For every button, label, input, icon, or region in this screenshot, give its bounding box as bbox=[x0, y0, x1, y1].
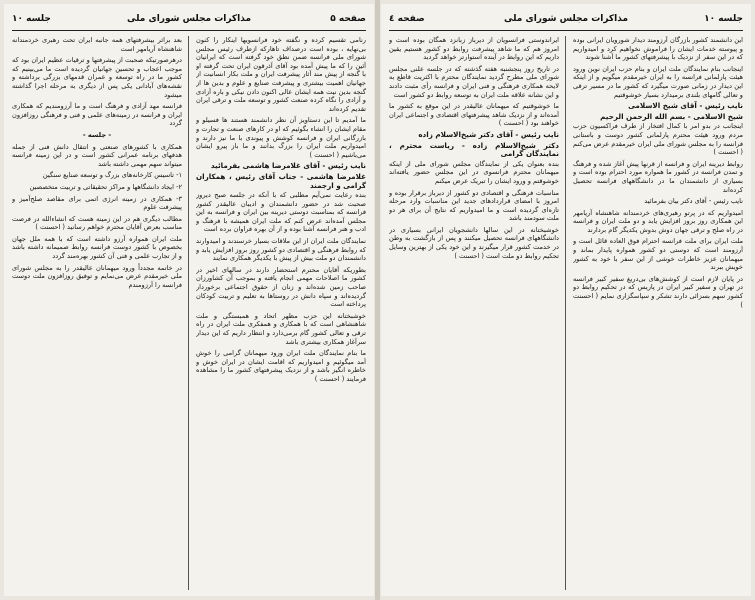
speaker-line: نایب رئیس - آقای دکتر شیخ‌الاسلام زاده bbox=[418, 129, 559, 139]
paragraph: این دانشمند کشور بازرگان آرزومند دیدار شورویان ایرانی بوده و پیوسته خدمات ایشان را فراموش نخواهیم کرد و امیدواریم که در این سفر از نزدیک با پیشرفتهای کشور ما آشنا شوند bbox=[573, 36, 743, 62]
speaker-line: غلامرضا هاشمی - جناب آقای رئیس ، همکاران گرامی و ارجمند bbox=[196, 171, 366, 190]
paragraph: روابط دیرینه ایران و فرانسه از قرنها پیش آغاز شده و فرهنگ و تمدن فرانسه در کشور ما همواره مورد احترام بوده است و بسیاری از دانشمندان ما در دانشگاههای فرانسه تحصیل کرده‌اند bbox=[573, 159, 743, 194]
paragraph: امیدواریم که در پرتو رهبری‌های خردمندانه شاهنشاه آریامهر این همکاری روز بروز افزایش یابد و دو ملت ایران و فرانسه در راه صلح و ترقی جهان دوش بدوش یکدیگر گام بردارند bbox=[573, 208, 743, 234]
header-rule bbox=[12, 30, 366, 31]
paragraph: همکاری با کشورهای صنعتی و انتقال دانش فنی از جمله هدفهای برنامه عمرانی کشور است و در این زمینه فرانسه میتواند سهم مهمی داشته باشد bbox=[12, 142, 182, 168]
paragraph: ۳- همکاری در زمینه انرژی اتمی برای مقاصد صلح‌آمیز و پیشرفت علوم bbox=[12, 194, 182, 212]
page-title: مذاکرات مجلس شورای ملی bbox=[126, 14, 252, 24]
page-label: صفحه ۵ bbox=[330, 14, 366, 24]
speaker-line: نایب رئیس - آقای شیخ الاسلامی bbox=[628, 101, 743, 111]
text-column-right bbox=[196, 36, 366, 590]
paragraph: فرانسه مهد آزادی و فرهنگ است و ما آرزومندیم که همکاری ایران و فرانسه در زمینه‌های علمی و فنی و فرهنگی روزافزون گردد bbox=[12, 102, 182, 128]
session-label: جلسه ۱۰ bbox=[12, 14, 51, 24]
paragraph: ما خوشوقتیم که میهمانان عالیقدر در این موقع به کشور ما آمده‌اند و از نزدیک شاهد پیشرفتهای اقتصادی و اجتماعی ایران خواهند بود ( احسنت ) bbox=[389, 102, 559, 128]
header-rule bbox=[389, 30, 743, 31]
page-header bbox=[12, 10, 366, 28]
paragraph: ۲- ایجاد دانشگاهها و مراکز تحقیقاتی و تربیت متخصصین bbox=[29, 182, 182, 191]
section-marker: - جلسه - bbox=[82, 130, 112, 139]
page-header bbox=[389, 10, 743, 28]
paragraph: بنده رعایت نمی‌آیم مطلبی که با آنکه در جلسه صبح دیروز صحبت شد در حضور دانشمندان و ادیبان عالیقدر کشور فرانسه که بمناسبت دوستی دیرینه بین ایران و فرانسه به این مجلس آمده‌اند عرض کنم که ملت ایران همیشه با فرهنگ و ادب و هنر فرانسه آشنا بوده و از آن بهره فراوان برده است bbox=[196, 191, 366, 234]
paragraph: نایب رئیس - آقای دکتر بیان بفرمائید bbox=[644, 197, 743, 206]
paragraph: اینجانب در بدو امر با کمال افتخار از طرف فراکسیون حزب مردم ورود هیئت محترم پارلمانی کشور دوست و باستانی فرانسه را به مجلس شورای ملی ایران خیرمقدم عرض می‌کنم ( احسنت ) bbox=[573, 122, 743, 157]
paragraph: در تاریخ روز پنجشنبه هفته گذشته که در جلسه علنی مجلس شورای ملی مطرح گردید نمایندگان محترم با اکثریت قاطع به لایحه همکاری فرهنگی و فنی ایران و فرانسه رأی مثبت دادند و این نشانه علاقه ملت ایران به توسعه روابط دو کشور است bbox=[389, 64, 559, 99]
session-label: جلسه ۱۰ bbox=[704, 14, 743, 24]
column-divider bbox=[188, 36, 189, 590]
paragraph: مناسبات فرهنگی و اقتصادی دو کشور از دیرباز برقرار بوده و امروز با امضای قراردادهای جدید این مناسبات وارد مرحله تازه‌ای گردیده است و ما امیدواریم که نتایج آن برای هر دو ملت سودمند باشد bbox=[389, 188, 559, 223]
text-column-left bbox=[389, 36, 559, 590]
paragraph: اینجانب بنام نمایندگان ملت ایران و بنام حزب ایران نوین ورود هیئت پارلمانی فرانسه را به ایران خیرمقدم میگویم و از اینکه این دیدار در زمانی صورت میگیرد که کشور ما در مسیر ترقی و تعالی گامهای بلندی برمیدارد بسیار خوشوقتیم bbox=[573, 64, 743, 99]
paragraph: بنده بعنوان یکی از نمایندگان مجلس شورای ملی از اینکه میهمانان محترم فرانسوی در این مجلس حضور یافته‌اند خوشوقتم و ورود ایشان را تبریک عرض میکنم bbox=[389, 159, 559, 185]
paragraph: ۱- تاسیس کارخانه‌های بزرگ و توسعه صنایع سنگین bbox=[42, 171, 182, 180]
paragraph: ملت ایران همواره آرزو داشته است که با همه ملل جهان بخصوص با کشور دوست فرانسه روابط صمیمانه داشته باشد و از تجارب علمی و فنی آن کشور بهره‌مند گردد bbox=[12, 234, 182, 261]
paragraph: خوشبختانه این حزب مظهر اتحاد و همبستگی و ملت شاهنشاهی است که با همکاری و همفکری ملت ایران در راه ترقی و تعالی کشور گام برمی‌دارد و انتظار داریم که این دیدار سرآغاز همکاری بیشتری باشد bbox=[196, 311, 366, 346]
text-column-right bbox=[573, 36, 743, 590]
paragraph: خوشبختانه در این سالها دانشجویان ایرانی بسیاری در دانشگاههای فرانسه تحصیل میکنند و پس از بازگشت به وطن در خدمت کشور قرار میگیرند و این خود یکی از بهترین وسایل تحکیم روابط دو ملت است ( احسنت ) bbox=[389, 225, 559, 260]
paragraph: بعد براثر بیشرفتهای همه جانبه ایران تحت رهبری خردمندانه شاهنشاه آریامهر است bbox=[12, 36, 182, 53]
paragraph: ما آمدیم تا این دستاویز آن نظر دانشمند هستند ها فسیلو و مقام ایشان را انشاء بگوئیم که او در کارهای صنعت و تجارت و بازرگانی ایران و فرانسه کوشش و پیوندی با ما نیز دارند و امیدواریم ملت ایران را بزرگ بدانند و ما باز پیرو ایشان می‌باشیم ( احسنت ) bbox=[196, 116, 366, 159]
paragraph: در پایان لازم است از کوشش‌های بی‌دریغ سفیر کبیر فرانسه در تهران و سفیر کبیر ایران در پاریس که در تحکیم روابط دو کشور سهم بسزائی دارند تشکر و سپاسگزاری نمایم ( احسنت ) bbox=[573, 274, 743, 309]
paragraph: مطالب دیگری هم در این زمینه هست که انشاءالله در فرصت مناسب بعرض آقایان محترم خواهم رسانید ( احسنت ) bbox=[12, 214, 182, 232]
column-divider bbox=[565, 36, 566, 590]
paragraph: درهرصورتیکه صحبت از پیشرفتها و ترقیات عظیم ایران بود که موجب اعجاب و تحسین جهانیان گردیده است ما می‌بینیم که کشور ما در راه توسعه و عمران قدمهای بزرگی برداشته و نقشه‌های آبادانی یکی پس از دیگری به مرحله اجرا گذاشته میشود bbox=[12, 56, 182, 99]
left-page bbox=[4, 4, 374, 596]
paragraph: بطوریکه آقایان محترم استحضار دارند در سالهای اخیر در کشور ما اصلاحات مهمی انجام یافته و بموجب آن کشاورزان صاحب زمین شده‌اند و زنان از حقوق اجتماعی برخوردار گردیده‌اند و سپاه دانش در روستاها به تعلیم و تربیت کودکان پرداخته است bbox=[196, 265, 366, 309]
book-gutter bbox=[375, 0, 380, 600]
paragraph: ایراندوستی فرانسویان از دیرباز زبانزد همگان بوده است و امروز هم که ما شاهد پیشرفت روابط دو کشور هستیم یقین داریم که این روابط در آینده استوارتر خواهد گردید bbox=[389, 36, 559, 62]
right-page bbox=[381, 4, 751, 596]
speaker-line: شیخ الاسلامی - بسم الله الرحمن الرحیم bbox=[600, 111, 743, 121]
paragraph: ملت ایران برای ملت فرانسه احترام فوق العاده قائل است و آرزومند است که دوستی دو کشور همواره پایدار بماند و میهمانان عزیز خاطرات خوشی از این سفر با خود به کشور خویش ببرند bbox=[573, 237, 743, 272]
page-label: صفحه ٤ bbox=[389, 14, 425, 24]
page-title: مذاکرات مجلس شورای ملی bbox=[503, 14, 629, 24]
speaker-line: نایب رئیس - آقای غلامرضا هاشمی بفرمائید bbox=[210, 161, 366, 171]
text-column-left bbox=[12, 36, 182, 590]
paragraph: ما بنام نمایندگان ملت ایران ورود میهمانان گرامی را خوش آمد میگوئیم و امیدواریم که اقامت ایشان در ایران خوش و خاطره انگیز باشد و از نزدیک پیشرفتهای کشور ما را مشاهده فرمایند ( احسنت ) bbox=[196, 349, 366, 383]
speaker-line: دکتر شیخ‌الاسلام زاده - ریاست محترم ، نمایندگان گرامی bbox=[389, 140, 559, 159]
paragraph: در خاتمه مجدداً ورود میهمانان عالیقدر را به مجلس شورای ملی خیرمقدم عرض می‌نمایم و توفیق روزافزون ملت دوست فرانسه را آرزومندم bbox=[12, 263, 182, 289]
paragraph: نمایندگان ملت ایران از این ملاقات بسیار خرسندند و امیدوارند که روابط فرهنگی و اقتصادی دو کشور روز بروز افزایش یابد و دانشمندان دو ملت بیش از پیش با یکدیگر همکاری نمایند bbox=[196, 237, 366, 263]
paragraph: رنامی تقسیم کرده و نگفته خود فرانسویها اینکار را کنون بی‌نهایه ، بوده است درصداف تاهارکه ازطرف رئیس مجلس شورای ملی فرانسه ضمن نطق خود گرفته است که ایرانیان آئین را که ما پیش آمده بود آقای آذرقون ایران تحت گرفته او با گنجه از پیش مند آثار پیشرفت ایران و ملت بکار انسانیت از جهانیان اهمیت بیشتری و پیشرفت صنایع و علوم و بدین ها از گنجه بدین نیت همه ایشان عالی اکنون دادن نیکی و باره آزادی و آزادی را نگاه کرده صنعت کشور و توسعه ملت و ترقی ایران تقدیم کرده‌اند bbox=[196, 36, 366, 113]
